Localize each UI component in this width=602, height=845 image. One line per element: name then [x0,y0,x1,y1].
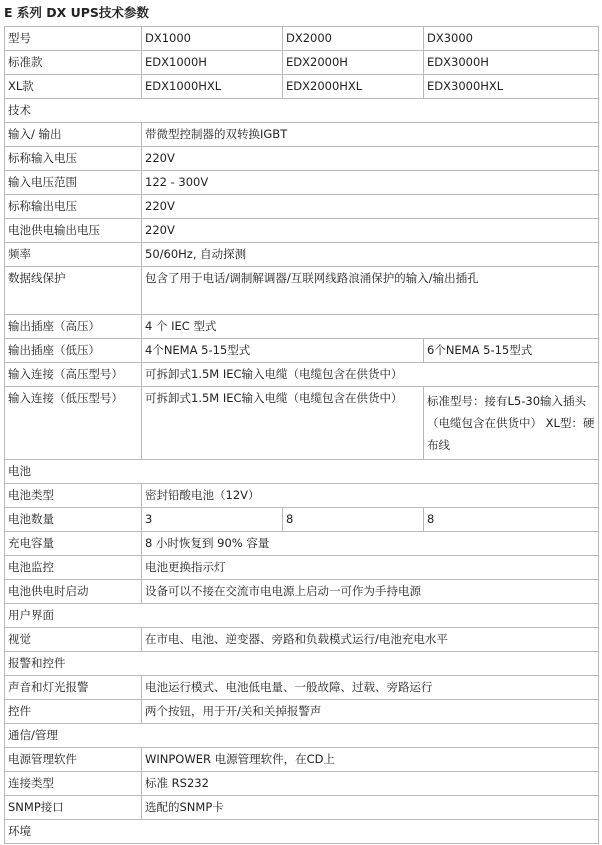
table-cell: 220V [142,147,599,171]
row-label: 电池类型 [5,484,142,508]
section-row [5,724,599,748]
row-label: 充电容量 [5,532,142,556]
row-label: 输出插座（高压） [5,315,142,339]
table-cell: 122 - 300V [142,171,599,195]
table-cell: 可拆卸式1.5M IEC输入电缆（电缆包含在供货中） [142,387,424,460]
table-cell: 220V [142,195,599,219]
row-label: 电池供电输出电压 [5,219,142,243]
table-row [5,676,599,700]
table-row [5,532,599,556]
table-cell: 8 [283,508,424,532]
page-title: E 系列 DX UPS技术参数 [4,5,149,20]
table-cell: 设备可以不接在交流市电电源上启动一可作为手持电源 [142,580,599,604]
table-row [5,363,599,387]
row-label: 标称输出电压 [5,195,142,219]
section-heading: 通信/管理 [5,724,599,748]
table-cell: 电池更换指示灯 [142,556,599,580]
row-label: 标准款 [5,51,142,75]
table-row [5,315,599,339]
table-row [5,75,599,99]
table-cell: DX2000 [283,27,424,51]
table-cell: WINPOWER 电源管理软件，在CD上 [142,748,599,772]
row-label: 标称输入电压 [5,147,142,171]
section-row [5,460,599,484]
table-row [5,51,599,75]
table-row [5,195,599,219]
row-label: 输入/ 输出 [5,123,142,147]
table-row [5,387,599,460]
row-label: 频率 [5,243,142,267]
row-label: XL款 [5,75,142,99]
table-row [5,339,599,363]
table-cell: EDX2000H [283,51,424,75]
row-label: 电源管理软件 [5,748,142,772]
table-row [5,748,599,772]
row-label: 电池监控 [5,556,142,580]
table-cell: 两个按钮，用于开/关和关掉报警声 [142,700,599,724]
table-cell: 可拆卸式1.5M IEC输入电缆（电缆包含在供货中） [142,363,599,387]
spec-table [4,26,599,844]
table-cell: 3 [142,508,283,532]
section-heading: 环境 [5,820,599,844]
section-row [5,604,599,628]
table-row [5,243,599,267]
row-label: 输入连接（低压型号） [5,387,142,460]
table-cell: 包含了用于电话/调制解调器/互联网线路浪涌保护的输入/输出插孔 [142,267,599,315]
row-label: 视觉 [5,628,142,652]
row-label: 输出插座（低压） [5,339,142,363]
table-row [5,27,599,51]
table-cell: 50/60Hz, 自动探测 [142,243,599,267]
row-label: SNMP接口 [5,796,142,820]
table-cell: 220V [142,219,599,243]
table-row [5,219,599,243]
table-row [5,147,599,171]
row-label: 型号 [5,27,142,51]
table-cell: 8 [424,508,599,532]
table-row [5,123,599,147]
table-cell: EDX3000HXL [424,75,599,99]
table-cell: EDX1000H [142,51,283,75]
table-cell: 8 小时恢复到 90% 容量 [142,532,599,556]
table-row [5,171,599,195]
table-cell: 电池运行模式、电池低电量、一般故障、过载、旁路运行 [142,676,599,700]
table-row [5,508,599,532]
table-cell: EDX1000HXL [142,75,283,99]
section-heading: 技术 [5,99,599,123]
table-cell: 4个NEMA 5-15型式 [142,339,424,363]
section-heading: 电池 [5,460,599,484]
row-label: 声音和灯光报警 [5,676,142,700]
table-row [5,772,599,796]
row-label: 电池数量 [5,508,142,532]
table-cell: DX3000 [424,27,599,51]
table-cell: 选配的SNMP卡 [142,796,599,820]
section-row [5,652,599,676]
table-row [5,267,599,315]
table-cell: DX1000 [142,27,283,51]
table-cell: EDX2000HXL [283,75,424,99]
table-cell: 在市电、电池、逆变器、旁路和负载模式运行/电池充电水平 [142,628,599,652]
table-row [5,484,599,508]
table-cell: 标准型号：接有L5-30输入插头（电缆包含在供货中） XL型：硬布线 [424,387,599,460]
table-row [5,556,599,580]
table-cell: EDX3000H [424,51,599,75]
table-row [5,580,599,604]
section-heading: 报警和控件 [5,652,599,676]
table-cell: 4 个 IEC 型式 [142,315,599,339]
row-label: 输入连接（高压型号） [5,363,142,387]
section-heading: 用户界面 [5,604,599,628]
row-label: 连接类型 [5,772,142,796]
table-cell: 6个NEMA 5-15型式 [424,339,599,363]
row-label: 输入电压范围 [5,171,142,195]
table-cell: 密封铅酸电池（12V） [142,484,599,508]
row-label: 电池供电时启动 [5,580,142,604]
table-cell: 标准 RS232 [142,772,599,796]
table-row [5,796,599,820]
table-row [5,700,599,724]
row-label: 数据线保护 [5,267,142,315]
table-row [5,628,599,652]
table-cell: 带微型控制器的双转换IGBT [142,123,599,147]
row-label: 控件 [5,700,142,724]
section-row [5,99,599,123]
section-row [5,820,599,844]
